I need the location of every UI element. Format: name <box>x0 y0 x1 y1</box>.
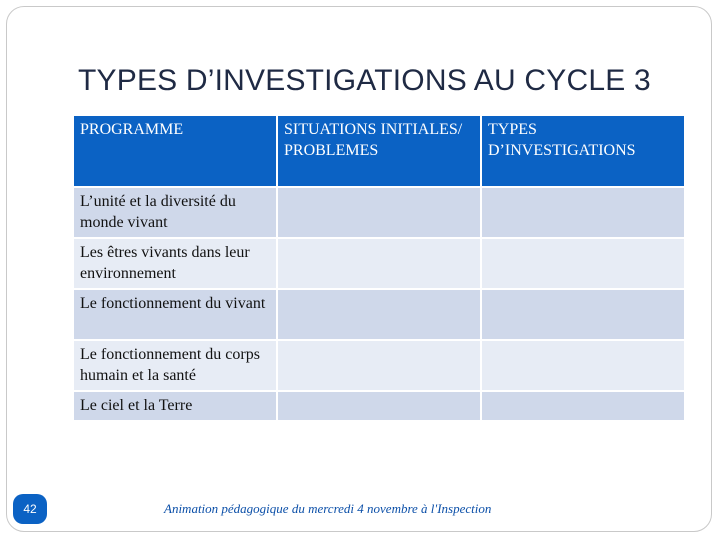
slide-footer: Animation pédagogique du mercredi 4 novembre à l'Inspection <box>164 501 492 516</box>
header-situations: SITUATIONS INITIALES/ PROBLEMES <box>277 115 481 187</box>
table-cell: Le ciel et la Terre <box>73 391 277 421</box>
header-programme: PROGRAMME <box>73 115 277 187</box>
table-cell: Le fonctionnement du vivant <box>73 289 277 340</box>
table-row <box>73 187 685 238</box>
table-cell: L’unité et la diversité du monde vivant <box>73 187 277 238</box>
table-cell <box>481 340 685 391</box>
table-header-row <box>73 115 685 187</box>
table-cell <box>277 238 481 289</box>
table-cell: Les êtres vivants dans leur environnement <box>73 238 277 289</box>
table-row <box>73 238 685 289</box>
table-cell <box>481 289 685 340</box>
table-cell <box>277 340 481 391</box>
table-cell: Le fonctionnement du corps humain et la santé <box>73 340 277 391</box>
table-cell <box>277 187 481 238</box>
table-row <box>73 391 685 421</box>
table-cell <box>277 391 481 421</box>
table-cell <box>481 187 685 238</box>
slide-number-badge: 42 <box>13 494 47 524</box>
table-cell <box>481 391 685 421</box>
investigation-table <box>72 114 686 422</box>
table-row <box>73 340 685 391</box>
header-types: TYPES D’INVESTIGATIONS <box>481 115 685 187</box>
table-row <box>73 289 685 340</box>
table-cell <box>277 289 481 340</box>
table-cell <box>481 238 685 289</box>
slide-title: TYPES D’INVESTIGATIONS AU CYCLE 3 <box>78 64 651 97</box>
